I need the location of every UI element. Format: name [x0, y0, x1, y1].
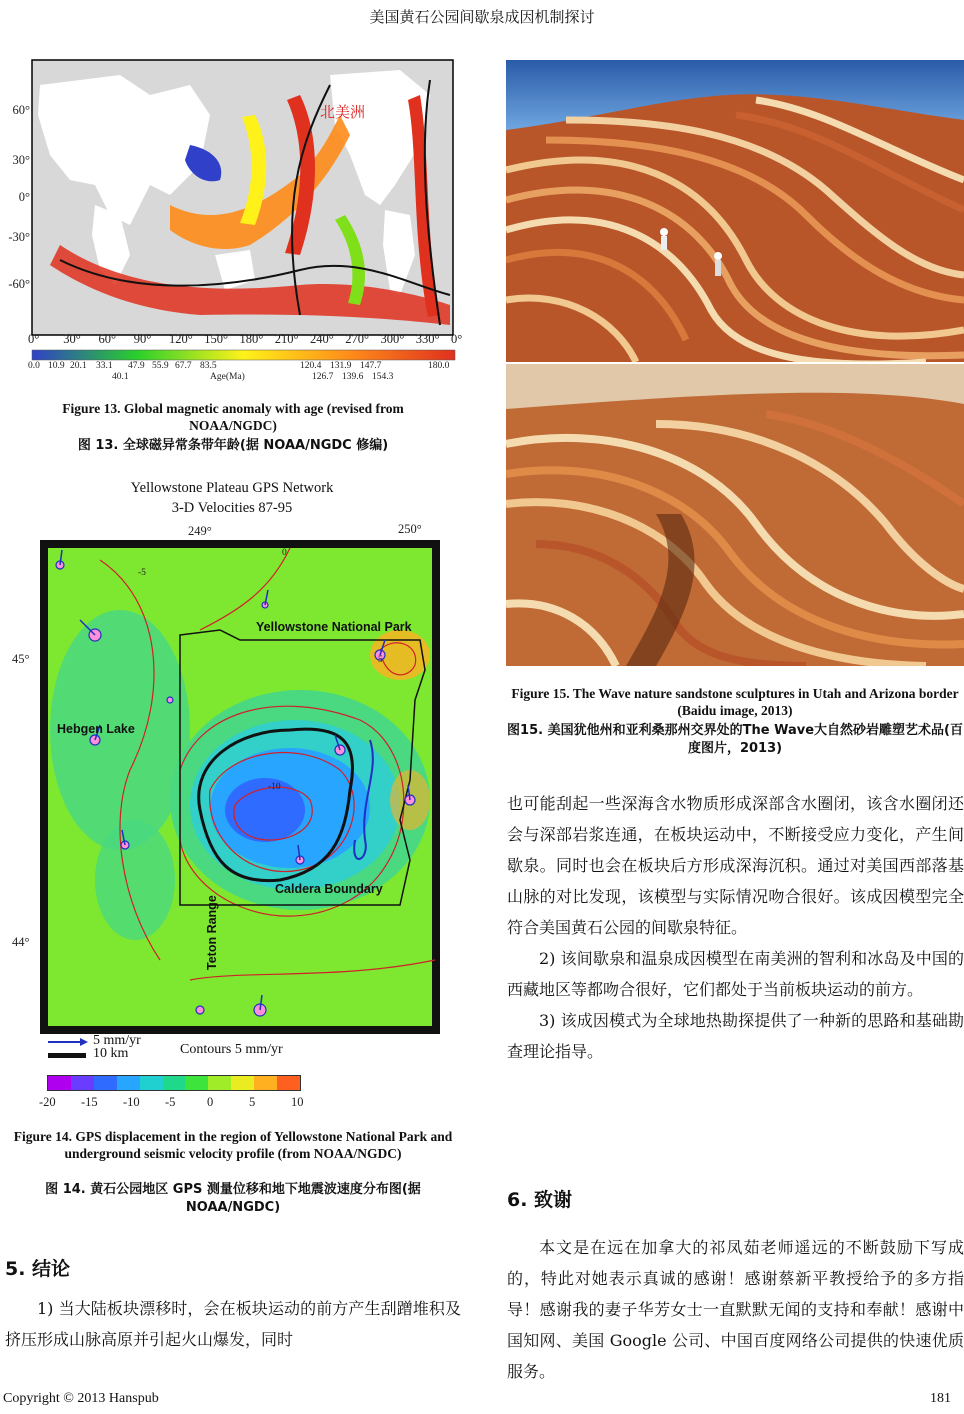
legend-contours: Contours 5 mm/yr: [180, 1042, 283, 1057]
scale-label: -10: [123, 1095, 140, 1109]
section-6-p1: 本文是在远在加拿大的祁凤茹老师遥远的不断鼓励下写成的，特此对她表示真诚的感谢！感谢蔡新平教授给予的多方指导！感谢我的妻子华芳女士一直默默无闻的支持和奉献！感谢中国知网、美国 Google 公司、中国百度网络公司提供的快速优质服务。: [507, 1238, 964, 1381]
legend-distance-bar: [48, 1053, 86, 1058]
scale-label: -15: [81, 1095, 98, 1109]
lat-label: 30°: [12, 153, 30, 167]
scale-swatch: [231, 1076, 254, 1090]
lake-label: Hebgen Lake: [57, 722, 135, 736]
range-label: Teton Range: [205, 895, 219, 970]
section-5-heading: 5. 结论: [5, 1258, 71, 1280]
lon-label: 180°: [239, 332, 264, 346]
region-label: 北美洲: [320, 103, 366, 121]
lon-label: 150°: [204, 332, 228, 346]
lat-label: -30°: [8, 230, 30, 244]
scale-label: 5: [249, 1095, 256, 1109]
lat-label: -60°: [8, 277, 30, 291]
lon-label: 330°: [415, 332, 440, 346]
lon-label-249: 249°: [188, 524, 212, 538]
age-tick-lower: 126.7: [312, 372, 334, 382]
age-tick: 147.7: [360, 361, 382, 371]
scale-swatch: [71, 1076, 94, 1090]
lon-label: 0°: [28, 332, 40, 346]
legend-arrow: [48, 1037, 88, 1047]
fig14-caption-zh: 图 14. 黄石公园地区 GPS 测量位移和地下地震波速度分布图(据 NOAA/NGDC): [45, 1182, 421, 1215]
age-tick: 20.1: [70, 361, 87, 371]
lon-label: 60°: [98, 332, 116, 346]
scale-swatch: [254, 1076, 277, 1090]
lon-label: 240°: [310, 332, 334, 346]
legend-distance: 10 km: [93, 1046, 129, 1061]
lat-label: 0°: [18, 190, 30, 204]
age-tick-lower: 154.3: [372, 372, 394, 382]
age-tick: 67.7: [175, 361, 192, 371]
age-tick: 83.5: [200, 361, 217, 371]
wave-photo-1: [506, 60, 964, 362]
lon-label: 90°: [133, 332, 152, 346]
lat-label-45: 45°: [12, 652, 30, 666]
lon-label: 30°: [63, 332, 81, 346]
age-tick: 0.0: [28, 361, 40, 371]
gps-velocity-map: [40, 540, 440, 1034]
contour-label-m5: -5: [138, 568, 146, 578]
scale-label: -20: [39, 1095, 56, 1109]
section-5-p1-cont: 也可能刮起一些深海含水物质形成深部含水圈闭，该含水圈闭还会与深部岩浆连通，在板块运动中，不断接受应力变化，产生间歇泉。同时也会在板块后方形成深海沉积。通过对美国西部落基山脉的对比发现，该模型与实际情况吻合很好。该成因模型完全符合美国黄石公园的间歇泉特征。: [507, 794, 964, 937]
lon-label: 0°: [451, 332, 463, 346]
age-tick: 10.9: [48, 361, 65, 371]
fig13-caption-zh: 图 13. 全球磁异常条带年龄(据 NOAA/NGDC 修编): [77, 438, 389, 453]
section-5-p2: 2) 该间歇泉和温泉成因模型在南美洲的智利和冰岛及中国的西藏地区等都吻合很好，它们都处于当前板块运动的前方。: [507, 949, 964, 999]
lon-label: 270°: [345, 332, 369, 346]
section-6-body: [507, 1232, 964, 1387]
scale-swatch: [94, 1076, 117, 1090]
section-5-p3: 3) 该成因模式为全球地热勘探提供了一种新的思路和基础勘查理论指导。: [507, 1011, 964, 1061]
fig15-caption-en: Figure 15. The Wave nature sandstone sculptures in Utah and Arizona border (Baidu image, 2013): [511, 686, 959, 718]
lon-label-250: 250°: [398, 522, 422, 536]
age-tick: 120.4: [300, 361, 322, 371]
scale-swatch: [117, 1076, 140, 1090]
age-tick: 131.9: [330, 361, 352, 371]
scale-label: 0: [207, 1095, 214, 1109]
age-tick: 55.9: [152, 361, 169, 371]
contour-label-0: 0: [282, 548, 287, 558]
lon-label: 210°: [274, 332, 299, 346]
contour-label-5: 5: [378, 655, 383, 665]
scale-swatch: [48, 1076, 71, 1090]
figure-13: [0, 55, 470, 385]
section-6-heading: 6. 致谢: [507, 1189, 573, 1211]
lon-label: 300°: [380, 332, 405, 346]
velocity-scale-bar: [47, 1075, 301, 1091]
age-tick: 47.9: [128, 361, 145, 371]
scale-swatch: [208, 1076, 231, 1090]
scale-swatch: [140, 1076, 163, 1090]
caldera-label: Caldera Boundary: [275, 882, 383, 896]
scale-label: -5: [165, 1095, 176, 1109]
legend-velocity: 5 mm/yr: [93, 1033, 141, 1048]
age-tick-lower: 40.1: [112, 372, 129, 382]
footer-copyright: Copyright © 2013 Hanspub: [3, 1391, 159, 1406]
age-tick-lower: Age(Ma): [210, 372, 245, 382]
fig14-title-1: Yellowstone Plateau GPS Network: [130, 480, 334, 496]
footer-page-number: 181: [930, 1391, 951, 1406]
scale-swatch: [163, 1076, 186, 1090]
lat-label-44: 44°: [12, 935, 30, 949]
fig14-caption-en: Figure 14. GPS displacement in the region of Yellowstone National Park and underground seismic velocity profile (from NOAA/NGDC): [13, 1129, 453, 1161]
wave-photo-2: [506, 364, 964, 666]
scale-swatch: [277, 1076, 300, 1090]
running-header: 美国黄石公园间歇泉成因机制探讨: [369, 8, 595, 26]
contour-label-m10: -10: [268, 782, 281, 792]
scale-label: 10: [291, 1095, 304, 1109]
age-tick: 180.0: [428, 361, 450, 371]
fig14-title-2: 3-D Velocities 87-95: [171, 500, 293, 516]
park-label: Yellowstone National Park: [256, 620, 412, 634]
scale-swatch: [185, 1076, 208, 1090]
age-tick: 33.1: [96, 361, 113, 371]
fig15-caption-zh: 图15. 美国犹他州和亚利桑那州交界处的The Wave大自然砂岩雕塑艺术品(百度图片，2013): [507, 723, 963, 756]
fig13-caption-en: Figure 13. Global magnetic anomaly with age (revised from NOAA/NGDC): [62, 401, 404, 433]
age-tick-lower: 139.6: [342, 372, 364, 382]
section-5-continuation: [507, 788, 964, 1067]
section-5-p1: [5, 1293, 461, 1355]
section-5-p1-text: 1) 当大陆板块漂移时，会在板块运动的前方产生刮蹭堆积及挤压形成山脉高原并引起火山爆发，同时: [5, 1299, 461, 1349]
lat-label: 60°: [12, 103, 30, 117]
lon-label: 120°: [169, 332, 193, 346]
